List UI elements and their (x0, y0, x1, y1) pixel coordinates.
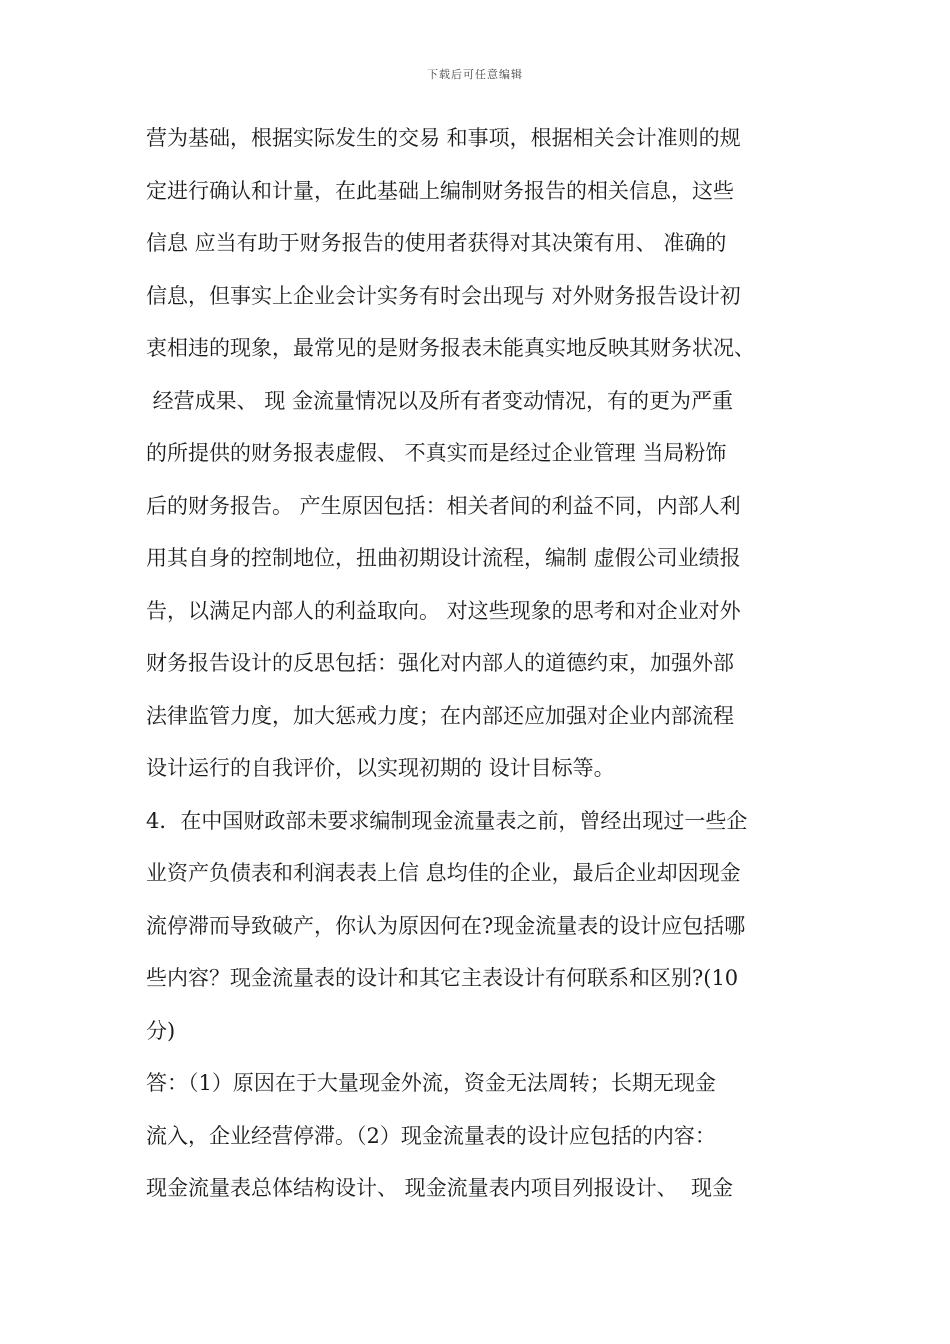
question-line: 流停滞而导致破产，你认为原因何在?现金流量表的设计应包括哪 (146, 913, 746, 938)
text-line: 的所提供的财务报表虚假、 不真实而是经过企业管理 当局粉饰 (146, 441, 727, 465)
text-line: 后的财务报告。 产生原因包括：相关者间的利益不同，内部人利 (146, 493, 741, 518)
text-line: 财务报告设计的反思包括：强化对内部人的道德约束，加强外部 (146, 651, 734, 675)
text-line: 营为基础，根据实际发生的交易 和事项，根据相关会计准则的规 (146, 126, 741, 150)
question-line: 业资产负债表和利润表表上信 息均佳的企业，最后企业却因现金 (146, 861, 741, 885)
question-line: 些内容？现金流量表的设计和其它主表设计有何联系和区别?(10 (146, 966, 739, 990)
text-line: 信息，但事实上企业会计实务有时会出现与 对外财务报告设计初 (146, 283, 741, 308)
answer-line: 现金流量表总体结构设计、 现金流量表内项目列报设计、 现金 (146, 1176, 734, 1200)
page-header: 下载后可任意编辑 (427, 68, 523, 81)
text-line: 衷相违的现象，最常见的是财务报表未能真实地反映其财务状况、 (146, 336, 755, 360)
question-line: 4．在中国财政部未要求编制现金流量表之前，曾经出现过一些企 (146, 808, 748, 833)
text-line: 信息 应当有助于财务报告的使用者获得对其决策有用、 准确的 (146, 231, 727, 255)
text-line: 经营成果、 现 金流量情况以及所有者变动情况，有的更为严重 (146, 388, 734, 413)
body-text (146, 118, 826, 1221)
text-line: 法律监管力度，加大惩戒力度；在内部还应加强对企业内部流程 (146, 703, 734, 728)
text-line: 用其自身的控制地位，扭曲初期设计流程，编制 虚假公司业绩报 (146, 546, 741, 570)
text-line: 设计运行的自我评价，以实现初期的 设计目标等。 (146, 756, 615, 780)
text-line: 告，以满足内部人的利益取向。 对这些现象的思考和对企业对外 (146, 598, 741, 623)
answer-line: 流入，企业经营停滞。（2）现金流量表的设计应包括的内容： (146, 1123, 716, 1148)
answer-line: 答：（1）原因在于大量现金外流，资金无法周转；长期无现金 (146, 1071, 716, 1095)
text-line: 定进行确认和计量，在此基础上编制财务报告的相关信息，这些 (146, 178, 734, 203)
question-line: 分) (146, 1018, 176, 1043)
